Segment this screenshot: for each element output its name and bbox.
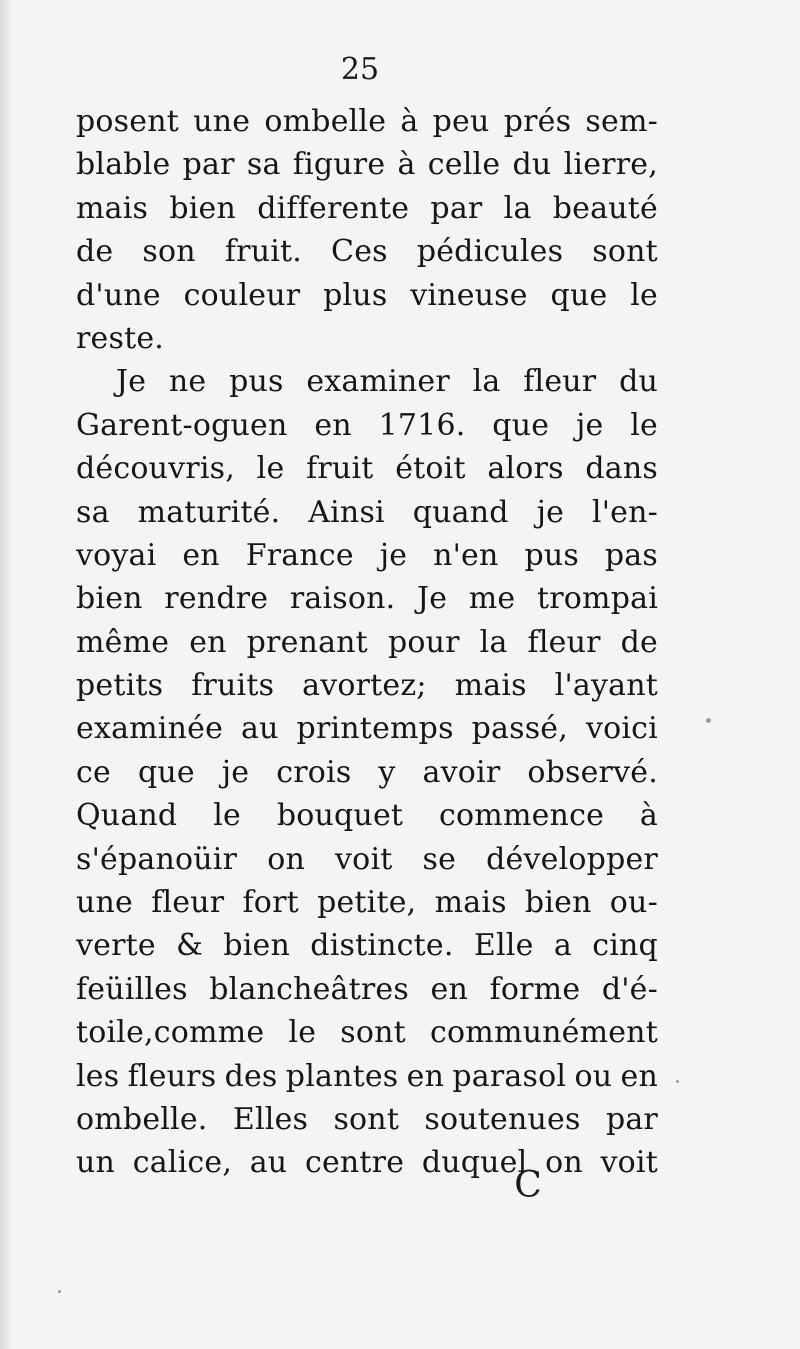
text-word: passé, [471, 711, 568, 747]
text-word: en [314, 407, 352, 443]
text-word: s'épanoüir [76, 841, 238, 877]
text-word: sont [333, 1101, 400, 1137]
text-line [76, 100, 658, 143]
text-word: printemps [296, 711, 454, 747]
text-word: reste. [76, 320, 165, 356]
text-line [76, 491, 658, 534]
text-word: des [224, 1058, 278, 1094]
text-word: pour [387, 624, 460, 660]
text-word: cinq [592, 928, 658, 964]
text-word: que [492, 407, 550, 443]
text-line [76, 621, 658, 664]
text-line [76, 1055, 658, 1098]
paper-speck [58, 1290, 61, 1293]
text-word: l'en- [591, 494, 658, 530]
text-word: plus [323, 277, 388, 313]
text-word: par [605, 1101, 658, 1137]
text-word: avoir [422, 754, 501, 790]
text-word: maturité. [137, 494, 281, 530]
text-word: blable [76, 147, 171, 183]
text-word: a [553, 928, 572, 964]
text-word: dans [585, 451, 658, 487]
text-word: Je [416, 581, 448, 617]
text-word: petits [76, 668, 164, 704]
text-word: je [536, 494, 565, 530]
text-line [76, 187, 658, 230]
text-word: même [76, 624, 170, 660]
text-word: fort [242, 885, 299, 921]
text-word: fleur [151, 885, 225, 921]
text-word: à [397, 147, 416, 183]
text-line [76, 838, 658, 881]
text-word: je [575, 407, 604, 443]
text-word: son [142, 234, 196, 270]
text-word: d'une [76, 277, 161, 313]
text-word: du [512, 147, 552, 183]
signature-mark: C [514, 1165, 542, 1206]
body-text [76, 100, 658, 1185]
text-line [76, 274, 658, 317]
text-word: y [378, 754, 396, 790]
text-word: calice, [132, 1145, 233, 1181]
text-word: sem- [585, 104, 658, 139]
text-word: mais [454, 668, 527, 704]
text-word: couleur [183, 277, 301, 313]
text-word: vineuse [410, 277, 528, 313]
text-word: en [430, 971, 469, 1007]
text-line [76, 1098, 658, 1141]
text-word: Ces [331, 234, 388, 270]
text-word: de [76, 234, 114, 270]
text-word: mais [434, 885, 507, 921]
text-word: on [267, 841, 305, 877]
text-word: differente [257, 190, 410, 226]
text-line [76, 577, 658, 620]
text-line [76, 751, 658, 794]
text-word: celle [427, 147, 501, 183]
text-word: ombelle. [76, 1101, 208, 1137]
text-word: mais [76, 190, 149, 226]
text-word: & [176, 928, 204, 964]
text-line [76, 317, 658, 360]
text-word: Je [116, 364, 147, 400]
text-word: prés [503, 104, 572, 139]
text-word: blancheâtres [209, 971, 409, 1007]
text-word: examinée [76, 711, 224, 747]
text-word: observé. [527, 754, 658, 790]
text-word: je [221, 754, 250, 790]
text-line [76, 447, 658, 490]
text-word: se [422, 841, 457, 877]
text-line [76, 1011, 658, 1054]
text-word: la [479, 624, 508, 660]
page-gutter-shadow [0, 0, 12, 1349]
text-word: parasol [452, 1058, 567, 1094]
text-word: le [288, 1015, 317, 1051]
text-word: que [137, 754, 195, 790]
text-word: duquel [421, 1145, 528, 1181]
text-word: une [193, 104, 251, 139]
text-word: verte [76, 928, 156, 964]
text-word: un [76, 1145, 116, 1181]
text-word: trompai [537, 581, 658, 617]
text-word: que [550, 277, 608, 313]
text-word: pas [604, 537, 658, 573]
text-word: sont [340, 1015, 406, 1051]
text-word: plantes [285, 1058, 399, 1094]
text-word: alors [487, 451, 564, 487]
text-word: à [400, 104, 419, 139]
text-word: Elle [473, 928, 534, 964]
text-word: examiner [306, 364, 450, 400]
text-word: posent [76, 104, 179, 139]
text-word: par [430, 190, 483, 226]
text-word: pus [524, 537, 579, 573]
text-word: de [620, 624, 658, 660]
text-word: rendre [164, 581, 269, 617]
text-word: peu [432, 104, 490, 139]
text-word: en [406, 1058, 445, 1094]
text-word: Garent-oguen [76, 407, 288, 443]
text-line [76, 1141, 658, 1184]
text-word: centre [304, 1145, 405, 1181]
text-line [76, 707, 658, 750]
text-word: fruit [306, 451, 374, 487]
text-word: développer [486, 841, 658, 877]
text-word: petite, [317, 885, 417, 921]
text-word: ombelle [264, 104, 387, 139]
text-word: Elles [232, 1101, 309, 1137]
text-word: 1716. [378, 407, 466, 443]
text-word: sa [246, 147, 281, 183]
text-word: en [182, 537, 220, 573]
text-word: avortez; [302, 668, 427, 704]
text-word: commence [439, 798, 605, 834]
text-word: Ainsi [308, 494, 385, 530]
text-word: le [213, 798, 241, 834]
page-number: 25 [340, 52, 380, 87]
text-word: Quand [76, 798, 178, 834]
text-word: bien [76, 581, 143, 617]
text-word: en [189, 624, 227, 660]
text-word: étoit [395, 451, 466, 487]
text-word: je [379, 537, 408, 573]
text-word: toile,comme [76, 1015, 265, 1051]
text-word: sa [76, 494, 110, 530]
text-word: bien [169, 190, 237, 226]
text-word: ou- [609, 885, 658, 921]
text-word: fleurs [127, 1058, 217, 1094]
text-word: soutenues [424, 1101, 581, 1137]
text-line [76, 230, 658, 273]
text-line [76, 924, 658, 967]
text-word: au [240, 711, 279, 747]
text-word: le [256, 451, 285, 487]
text-word: l'ayant [554, 668, 658, 704]
text-word: communément [430, 1015, 658, 1051]
text-word: une [76, 885, 133, 921]
text-word: beauté [552, 190, 658, 226]
text-word: pédicules [416, 234, 564, 270]
text-word: le [630, 277, 658, 313]
text-word: voit [335, 841, 393, 877]
text-word: figure [292, 147, 386, 183]
text-word: crois [276, 754, 352, 790]
text-word: prenant [246, 624, 368, 660]
text-word: voici [585, 711, 658, 747]
text-word: fleur [523, 364, 597, 400]
text-word: bouquet [276, 798, 404, 834]
text-word: bien [524, 885, 592, 921]
text-word: lierre, [563, 147, 658, 183]
text-word: pus [229, 364, 284, 400]
text-line [76, 143, 658, 186]
text-word: me [468, 581, 516, 617]
paper-speck [706, 718, 711, 723]
text-word: en [620, 1058, 658, 1094]
text-word: on [545, 1145, 583, 1181]
text-line [76, 664, 658, 707]
text-line [76, 881, 658, 924]
text-word: découvris, [76, 451, 235, 487]
text-line [76, 360, 658, 403]
text-line [76, 968, 658, 1011]
text-word: fleur [527, 624, 601, 660]
text-word: voit [600, 1145, 658, 1181]
text-word: la [472, 364, 501, 400]
text-word: n'en [433, 537, 499, 573]
text-word: France [245, 537, 354, 573]
text-line [76, 404, 658, 447]
text-word: ne [168, 364, 207, 400]
text-line [76, 534, 658, 577]
text-word: du [619, 364, 658, 400]
text-word: à [639, 798, 658, 834]
text-word: ou [574, 1058, 613, 1094]
text-word: raison. [289, 581, 396, 617]
text-word: quand [412, 494, 509, 530]
text-word: la [503, 190, 532, 226]
paper-speck [676, 1080, 679, 1083]
text-line [76, 794, 658, 837]
text-word: le [630, 407, 658, 443]
text-word: bien [223, 928, 291, 964]
text-word: voyai [76, 537, 157, 573]
text-word: distincte. [310, 928, 454, 964]
text-word: ce [76, 754, 111, 790]
text-word: feüilles [76, 971, 188, 1007]
text-word: fruit. [224, 234, 302, 270]
text-word: fruits [191, 668, 275, 704]
text-word: au [249, 1145, 288, 1181]
text-word: sont [592, 234, 658, 270]
text-word: les [76, 1058, 120, 1094]
text-word: par [182, 147, 235, 183]
text-word: d'é- [601, 971, 658, 1007]
text-word: forme [489, 971, 581, 1007]
